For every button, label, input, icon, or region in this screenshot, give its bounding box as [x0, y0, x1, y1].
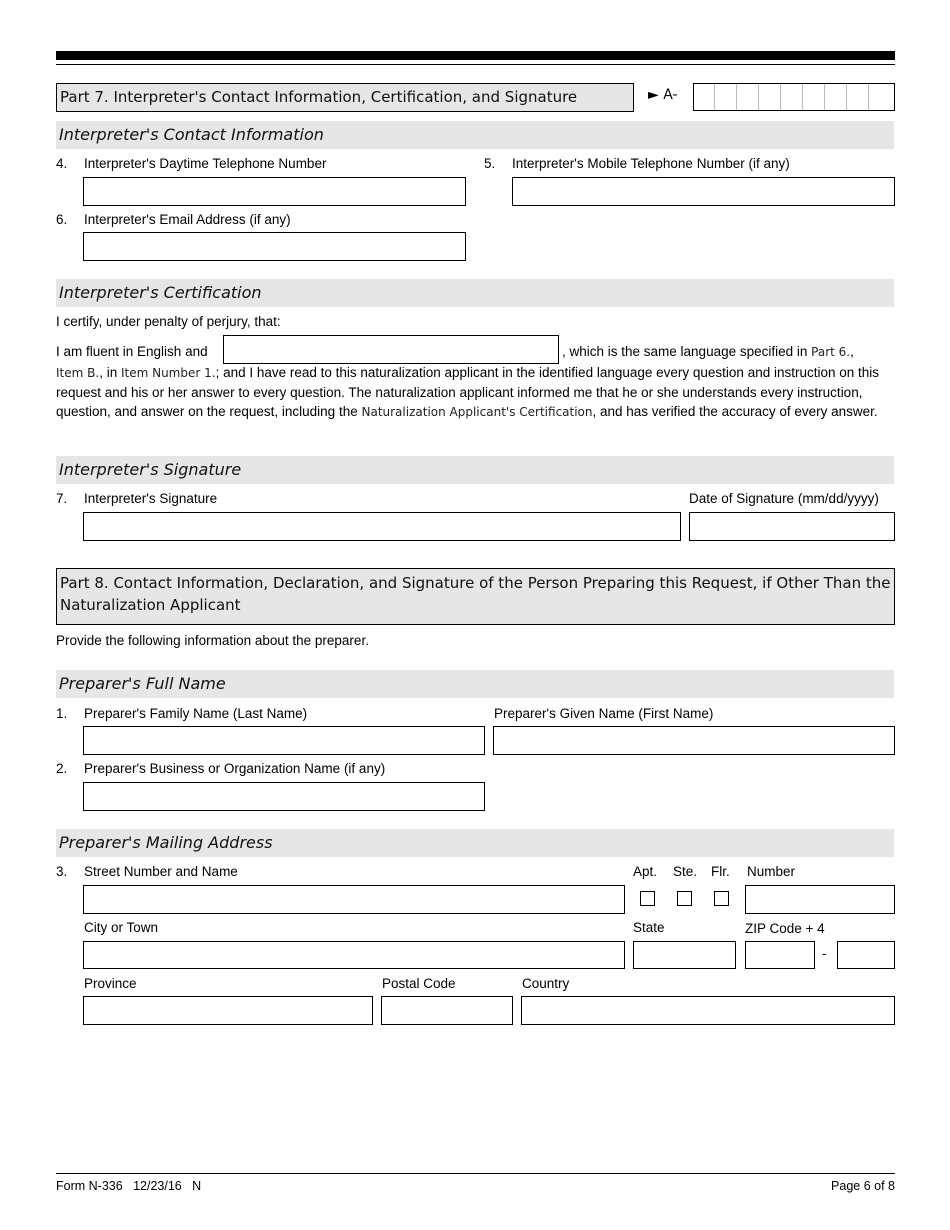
street-input[interactable] [83, 885, 625, 914]
family-name-label: Preparer's Family Name (Last Name) [84, 706, 308, 721]
cert-paragraph: Item B., in Item Number 1.; and I have read to this naturalization applicant in the identified language every question and instruction on this request and his or her answer to every question. The naturalization applicant informed me that he or she understands every instruction, question, and answer on the request, including the Naturalization Applicant's Certification, and has verified the accuracy of every answer. [56, 365, 880, 419]
street-label: Street Number and Name [84, 864, 238, 879]
cert-fluent-text: I am fluent in English and [56, 344, 208, 359]
cert-intro: I certify, under penalty of perjury, that: [56, 314, 281, 329]
unit-number-input[interactable] [745, 885, 895, 914]
cert-same-language-line: , which is the same language specified in Part 6., [562, 344, 854, 359]
top-rule-thick [56, 51, 895, 60]
business-name-label: Preparer's Business or Organization Name (if any) [84, 761, 386, 776]
q3-number: 3. [56, 864, 68, 879]
apt-checkbox[interactable] [640, 891, 655, 906]
apt-label: Apt. [633, 864, 658, 879]
q4-number: 4. [56, 156, 68, 171]
interpreter-daytime-phone-input[interactable] [83, 177, 466, 206]
postal-code-label: Postal Code [382, 976, 456, 991]
q7-label: Interpreter's Signature [84, 491, 218, 506]
ste-checkbox[interactable] [677, 891, 692, 906]
postal-code-input[interactable] [381, 996, 513, 1025]
province-input[interactable] [83, 996, 373, 1025]
top-rule-thin [56, 64, 895, 65]
state-label: State [633, 920, 665, 935]
zip-dash: - [822, 946, 827, 961]
flr-checkbox[interactable] [714, 891, 729, 906]
date-of-signature-input[interactable] [689, 512, 895, 541]
flr-label: Flr. [711, 864, 730, 879]
a-number-prefix: ► A- [648, 87, 678, 103]
country-input[interactable] [521, 996, 895, 1025]
preparer-family-name-input[interactable] [83, 726, 485, 755]
interpreter-signature-input[interactable] [83, 512, 681, 541]
interpreter-language-input[interactable] [223, 335, 559, 364]
city-label: City or Town [84, 920, 159, 935]
q7-number: 7. [56, 491, 68, 506]
preparer-given-name-input[interactable] [493, 726, 895, 755]
part7-title: Part 7. Interpreter's Contact Information, Certification, and Signature [56, 83, 634, 112]
q6-label: Interpreter's Email Address (if any) [84, 212, 291, 227]
part8-title: Part 8. Contact Information, Declaration, and Signature of the Person Preparing this Request, if Other Than the Naturalization Applicant [56, 568, 895, 625]
q4-label: Interpreter's Daytime Telephone Number [84, 156, 327, 171]
page-number: Page 6 of 8 [831, 1179, 895, 1193]
preparer-business-name-input[interactable] [83, 782, 485, 811]
province-label: Province [84, 976, 137, 991]
q6-number: 6. [56, 212, 68, 227]
form-id: Form N-336 12/23/16 N [56, 1179, 202, 1193]
mailing-address-heading: Preparer's Mailing Address [56, 829, 894, 857]
interpreter-email-input[interactable] [83, 232, 466, 261]
q5-label: Interpreter's Mobile Telephone Number (if any) [512, 156, 790, 171]
given-name-label: Preparer's Given Name (First Name) [494, 706, 714, 721]
ste-label: Ste. [673, 864, 698, 879]
footer-rule [56, 1173, 895, 1174]
q5-number: 5. [484, 156, 496, 171]
state-select[interactable] [633, 941, 736, 969]
country-label: Country [522, 976, 570, 991]
preparer-name-heading: Preparer's Full Name [56, 670, 894, 698]
zip-plus4-input[interactable] [837, 941, 895, 969]
date-of-signature-label: Date of Signature (mm/dd/yyyy) [689, 491, 879, 506]
q1-number: 1. [56, 706, 68, 721]
city-input[interactable] [83, 941, 625, 969]
interpreter-mobile-phone-input[interactable] [512, 177, 895, 206]
certification-heading: Interpreter's Certification [56, 279, 894, 307]
zip-code-input[interactable] [745, 941, 815, 969]
signature-heading: Interpreter's Signature [56, 456, 894, 484]
q2-number: 2. [56, 761, 68, 776]
zip-label: ZIP Code + 4 [745, 921, 825, 936]
preparer-intro: Provide the following information about the preparer. [56, 633, 369, 648]
number-label: Number [747, 864, 796, 879]
contact-info-heading: Interpreter's Contact Information [56, 121, 894, 149]
a-number-input[interactable] [693, 83, 895, 111]
